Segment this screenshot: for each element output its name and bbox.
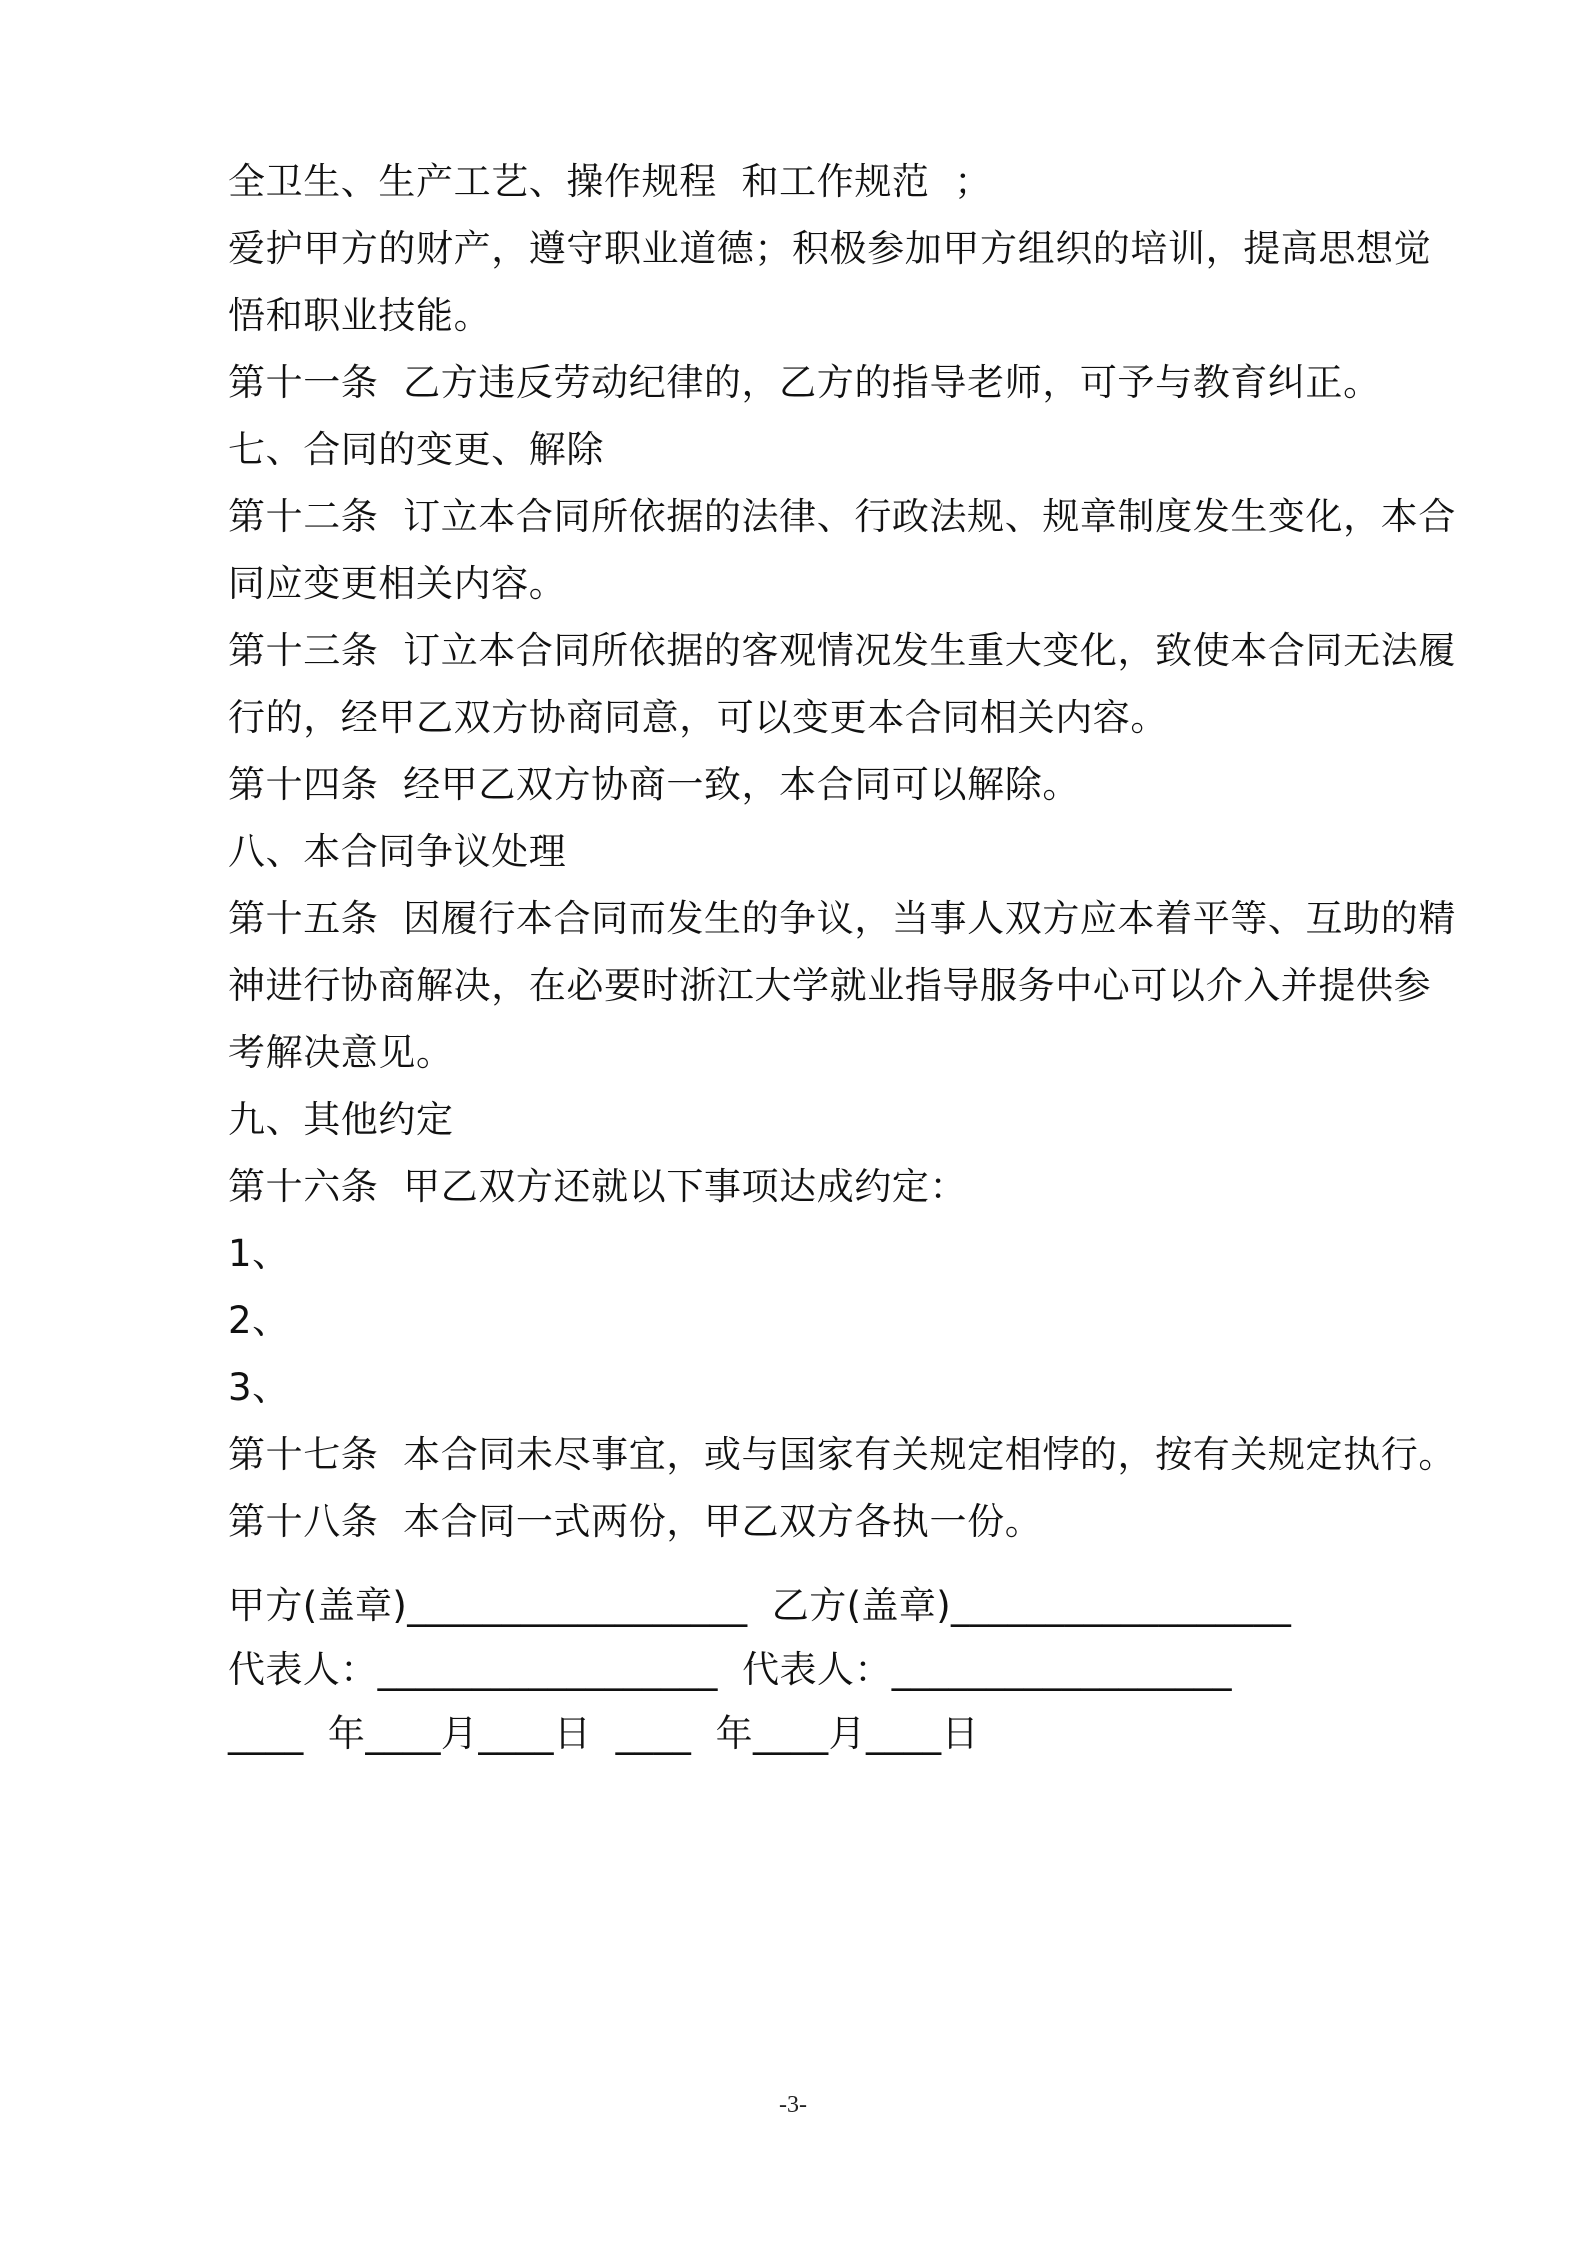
text-line: 同应变更相关内容。: [228, 562, 567, 605]
article-11: 第十一条 乙方违反劳动纪律的，乙方的指导老师，可予与教育纠正。: [228, 361, 1381, 404]
contract-body: [228, 148, 1468, 1555]
representative-line: 代表人：__________________ 代表人：__________________: [228, 1648, 1232, 1691]
text-line: 行的，经甲乙双方协商同意，可以变更本合同相关内容。: [228, 696, 1168, 739]
article-13: 第十三条 订立本合同所依据的客观情况发生重大变化，致使本合同无法履: [228, 629, 1456, 672]
section-heading-8: 八、本合同争议处理: [228, 830, 567, 873]
list-item: 1、: [228, 1232, 290, 1275]
article-17: 第十七条 本合同未尽事宜，或与国家有关规定相悖的，按有关规定执行。: [228, 1433, 1456, 1476]
seal-line: 甲方(盖章)__________________ 乙方(盖章)__________________: [228, 1584, 1292, 1627]
section-heading-7: 七、合同的变更、解除: [228, 428, 604, 471]
page-number: -3-: [779, 2092, 807, 2118]
text-line: 考解决意见。: [228, 1031, 454, 1074]
date-line: ____ 年____月____日 ____ 年____月____日: [228, 1712, 979, 1755]
list-item: 2、: [228, 1299, 290, 1342]
article-14: 第十四条 经甲乙双方协商一致，本合同可以解除。: [228, 763, 1080, 806]
text-line: 爱护甲方的财产，遵守职业道德；积极参加甲方组织的培训，提高思想觉: [228, 227, 1432, 270]
text-line: 悟和职业技能。: [228, 294, 492, 337]
list-item: 3、: [228, 1366, 290, 1409]
section-heading-9: 九、其他约定: [228, 1098, 454, 1141]
article-15: 第十五条 因履行本合同而发生的争议，当事人双方应本着平等、互助的精: [228, 897, 1456, 940]
article-16: 第十六条 甲乙双方还就以下事项达成约定：: [228, 1165, 968, 1208]
signature-block: [228, 1574, 1468, 1766]
text-line: 神进行协商解决，在必要时浙江大学就业指导服务中心可以介入并提供参: [228, 964, 1432, 1007]
article-12: 第十二条 订立本合同所依据的法律、行政法规、规章制度发生变化，本合: [228, 495, 1456, 538]
text-line: 全卫生、生产工艺、操作规程 和工作规范 ；: [228, 160, 992, 203]
article-18: 第十八条 本合同一式两份，甲乙双方各执一份。: [228, 1500, 1043, 1543]
